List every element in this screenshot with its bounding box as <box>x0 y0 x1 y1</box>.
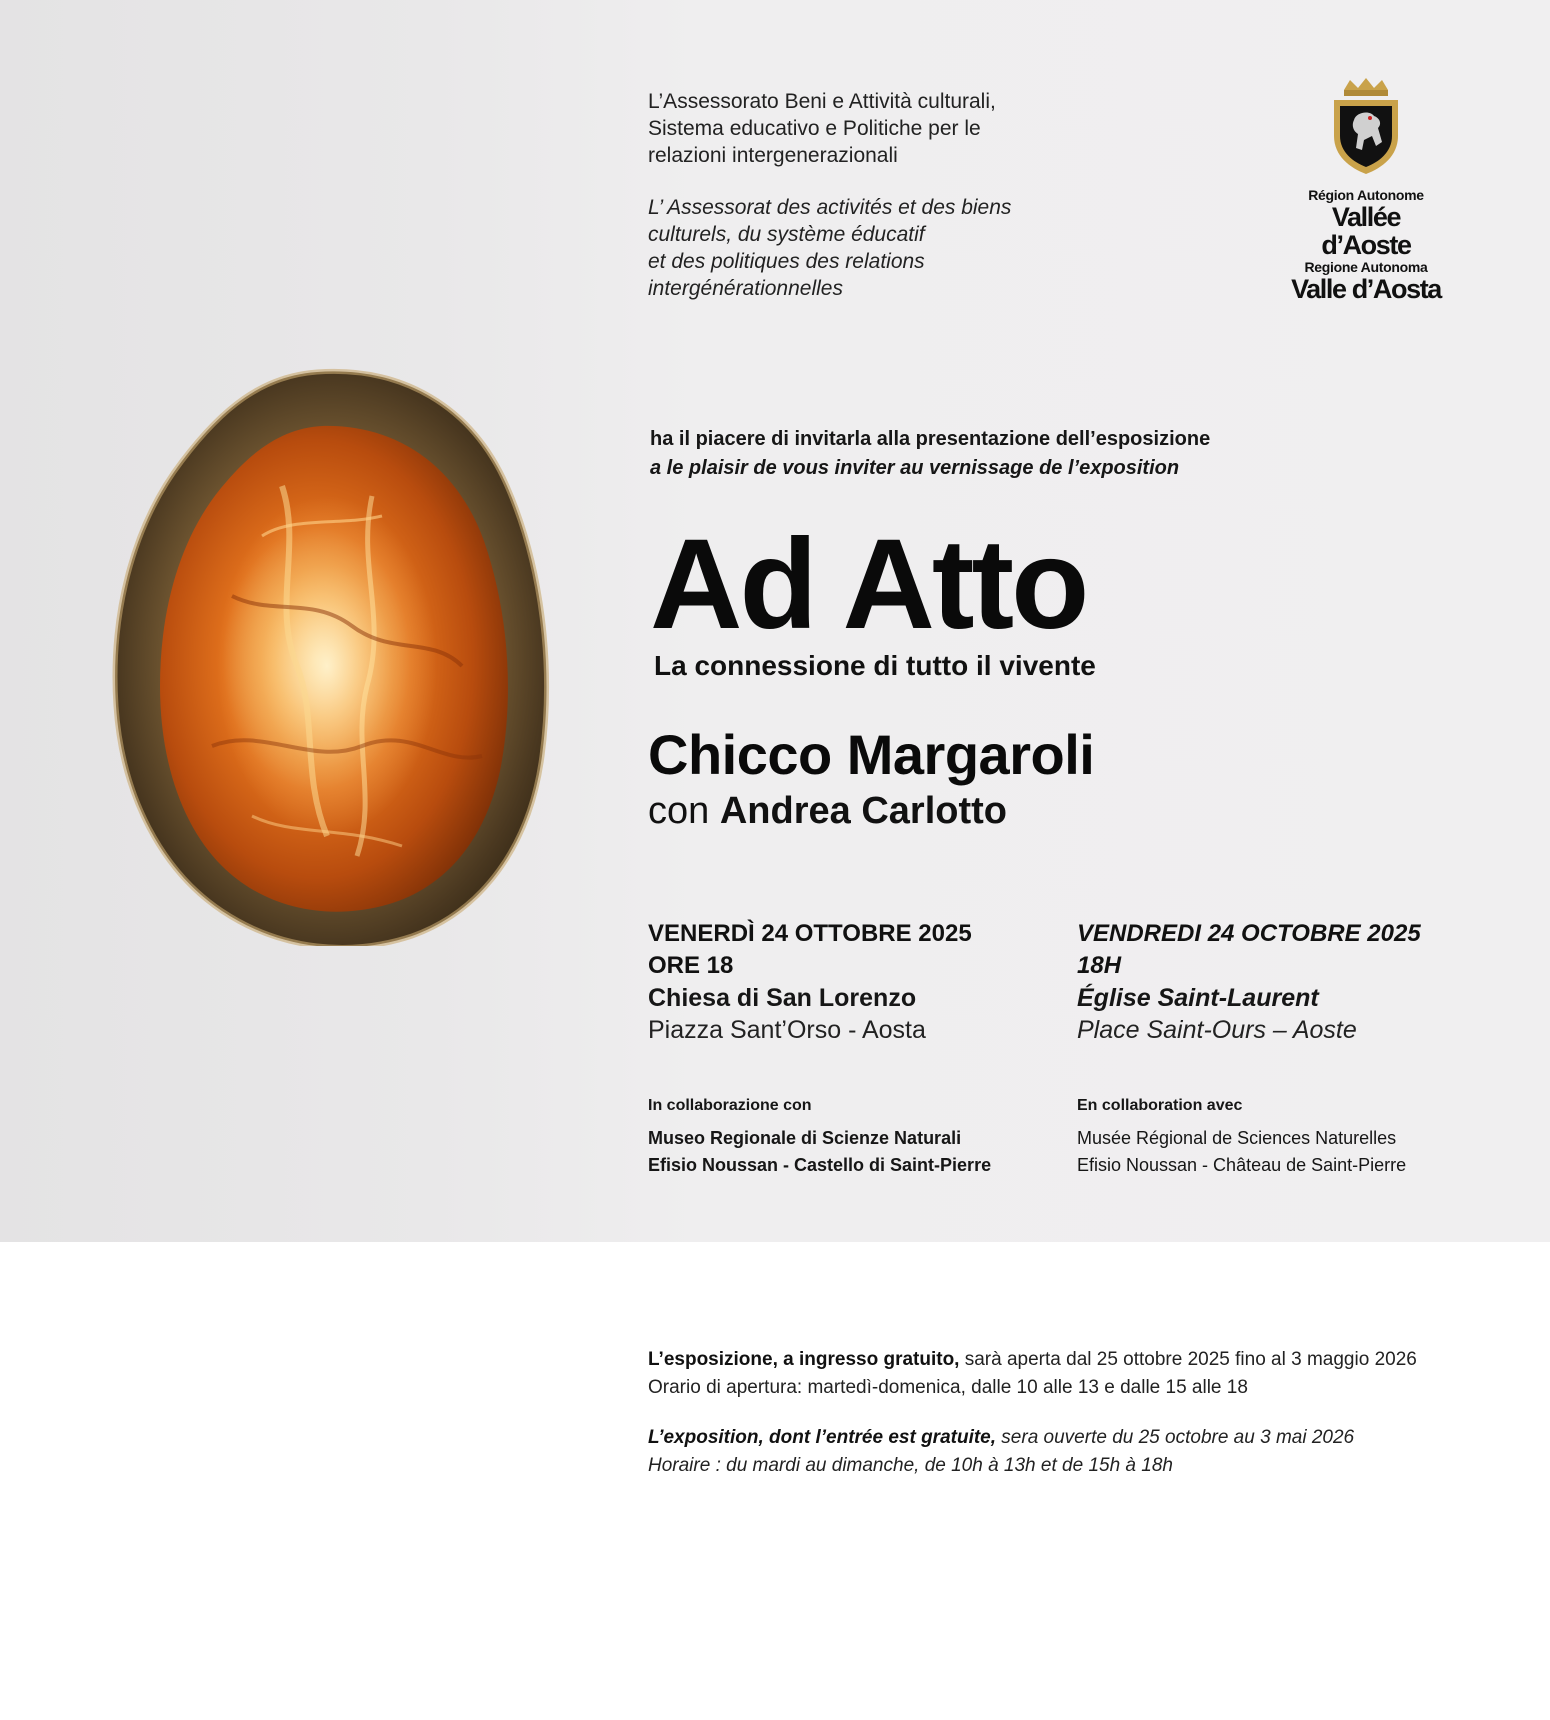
event-details-french <box>1077 918 1477 1046</box>
sponsor-it-line: relazioni intergenerazionali <box>648 144 898 167</box>
region-logo <box>1286 76 1446 304</box>
exhibition-subtitle: La connessione di tutto il vivente <box>654 650 1096 681</box>
collab-line: Efisio Noussan - Castello di Saint-Pierre <box>648 1155 992 1175</box>
event-venue: Chiesa di San Lorenzo <box>648 984 917 1012</box>
event-time: ORE 18 <box>648 952 734 979</box>
invite-italian: ha il piacere di invitarla alla presentazione dell’esposizione <box>650 428 1211 450</box>
sponsor-italian <box>648 88 996 169</box>
invite-french: a le plaisir de vous inviter au vernissage de l’exposition <box>650 457 1180 479</box>
info-rest: sarà aperta dal 25 ottobre 2025 fino al 3 maggio 2026 <box>959 1349 1417 1370</box>
info-line <box>648 1346 1528 1374</box>
collaboration-italian <box>648 1097 1068 1179</box>
collaborator-line <box>648 790 1007 833</box>
sponsor-fr-line: et des politiques des relations <box>648 250 925 273</box>
opening-info-french <box>648 1424 1528 1480</box>
logo-line-3: Regione Autonoma <box>1304 259 1428 275</box>
collaboration-french <box>1077 1097 1517 1179</box>
sponsor-fr-line: intergénérationnelles <box>648 277 843 300</box>
event-address: Piazza Sant’Orso - Aosta <box>648 1016 926 1044</box>
coat-of-arms-icon <box>1326 76 1406 176</box>
event-address: Place Saint-Ours – Aoste <box>1077 1016 1357 1044</box>
collab-heading: In collaborazione con <box>648 1097 812 1114</box>
sponsor-it-line: Sistema educativo e Politiche per le <box>648 117 981 140</box>
sponsor-fr-line: L’ Assessorat des activités et des biens <box>648 196 1012 219</box>
info-bold: L’esposizione, a ingresso gratuito, <box>648 1349 960 1370</box>
artwork-image <box>112 366 552 946</box>
exhibition-title: Ad Atto <box>650 513 1087 656</box>
sponsor-french <box>648 194 1011 302</box>
info-bold: L’exposition, dont l’entrée est gratuite, <box>648 1427 997 1448</box>
info-hours: Orario di apertura: martedì-domenica, dalle 10 alle 13 e dalle 15 alle 18 <box>648 1377 1248 1398</box>
artist-name: Chicco Margaroli <box>648 723 1095 786</box>
event-details-italian <box>648 918 1048 1046</box>
logo-line-2: Vallée d’Aoste <box>1321 202 1411 260</box>
event-date: VENERDÌ 24 OTTOBRE 2025 <box>648 920 972 947</box>
info-line <box>648 1424 1528 1452</box>
collab-line: Musée Régional de Sciences Naturelles <box>1077 1128 1397 1148</box>
walnut-artwork <box>112 366 552 946</box>
event-time: 18H <box>1077 952 1122 979</box>
info-hours: Horaire : du mardi au dimanche, de 10h à 13h et de 15h à 18h <box>648 1455 1173 1476</box>
sponsor-it-line: L’Assessorato Beni e Attività culturali, <box>648 90 996 113</box>
collab-line: Efisio Noussan - Château de Saint-Pierre <box>1077 1155 1407 1175</box>
with-prefix: con <box>648 790 710 832</box>
event-venue: Église Saint-Laurent <box>1077 984 1319 1012</box>
sponsor-fr-line: culturels, du système éducatif <box>648 223 925 246</box>
collab-heading: En collaboration avec <box>1077 1097 1243 1114</box>
event-date: VENDREDI 24 OCTOBRE 2025 <box>1077 920 1421 947</box>
opening-info-italian <box>648 1346 1528 1402</box>
collab-line: Museo Regionale di Scienze Naturali <box>648 1128 962 1148</box>
collaborator-name: Andrea Carlotto <box>719 790 1007 832</box>
logo-line-1: Région Autonome <box>1308 187 1424 203</box>
logo-line-4: Valle d’Aosta <box>1291 274 1441 304</box>
info-rest: sera ouverte du 25 octobre au 3 mai 2026 <box>996 1427 1355 1448</box>
